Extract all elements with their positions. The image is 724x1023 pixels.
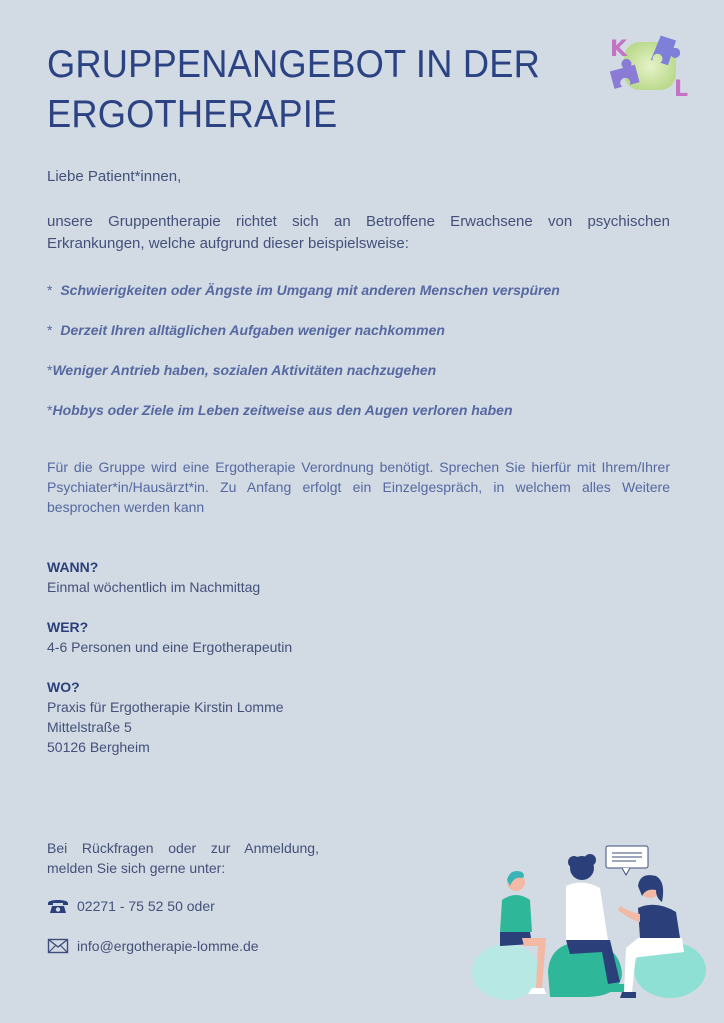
- bullet-star: *: [47, 362, 53, 378]
- list-item: [47, 320, 687, 360]
- list-item-text: Derzeit Ihren alltäglichen Aufgaben weniger nachkommen: [60, 322, 445, 338]
- list-item-text: Hobbys oder Ziele im Leben zeitweise aus den Augen verloren haben: [52, 402, 513, 418]
- greeting: Liebe Patient*innen,: [47, 168, 182, 185]
- page-title: [47, 40, 549, 140]
- mail-icon: [47, 937, 69, 955]
- title-line-2: ERGOTHERAPIE: [47, 93, 338, 136]
- list-item-text: Schwierigkeiten oder Ängste im Umgang mit anderen Menschen verspüren: [60, 282, 560, 298]
- phone-contact[interactable]: [47, 897, 215, 915]
- who-label: WER?: [47, 619, 89, 635]
- address-line-2: Mittelstraße 5: [47, 719, 132, 735]
- bullet-star: *: [47, 282, 53, 298]
- address-line-1: Praxis für Ergotherapie Kirstin Lomme: [47, 699, 284, 715]
- speech-bubble-icon: [606, 846, 648, 875]
- telephone-icon: [47, 897, 69, 915]
- group-conversation-illustration: [470, 842, 710, 1002]
- email-address[interactable]: info@ergotherapie-lomme.de: [77, 938, 259, 954]
- logo-letter-k: K: [610, 37, 628, 62]
- bullet-star: *: [47, 322, 53, 338]
- logo-letter-l: L: [674, 77, 689, 100]
- list-item: [47, 360, 687, 400]
- symptom-list: [47, 280, 687, 440]
- title-line-1: GRUPPENANGEBOT IN DER: [47, 43, 540, 86]
- list-item-text: Weniger Antrieb haben, sozialen Aktivitäten nachzugehen: [52, 362, 437, 378]
- where-label: WO?: [47, 679, 80, 695]
- list-item: [47, 280, 687, 320]
- where-section: [47, 677, 447, 757]
- when-label: WANN?: [47, 559, 99, 575]
- intro-paragraph: unsere Gruppentherapie richtet sich an Betroffene Erwachsene von psychischen Erkrankungen, welche aufgrund dieser beispielsweise:: [47, 213, 670, 252]
- email-contact[interactable]: [47, 937, 259, 955]
- when-section: [47, 557, 447, 597]
- list-item: [47, 400, 687, 440]
- phone-number[interactable]: 02271 - 75 52 50 oder: [77, 898, 215, 914]
- contact-intro: Bei Rückfragen oder zur Anmeldung, melden Sie sich gerne unter:: [47, 840, 319, 876]
- puzzle-logo: [606, 34, 696, 100]
- prescription-note: Für die Gruppe wird eine Ergotherapie Verordnung benötigt. Sprechen Sie hierfür mit Ihrem/Ihrer Psychiater*in/Hausärzt*in. Zu Anfang erfolgt ein Einzelgespräch, in welchem alles Weitere besprochen werden kann: [47, 459, 670, 515]
- bullet-star: *: [47, 402, 53, 418]
- who-section: [47, 617, 447, 657]
- address-line-3: 50126 Bergheim: [47, 739, 150, 755]
- who-value: 4-6 Personen und eine Ergotherapeutin: [47, 639, 293, 655]
- when-value: Einmal wöchentlich im Nachmittag: [47, 579, 261, 595]
